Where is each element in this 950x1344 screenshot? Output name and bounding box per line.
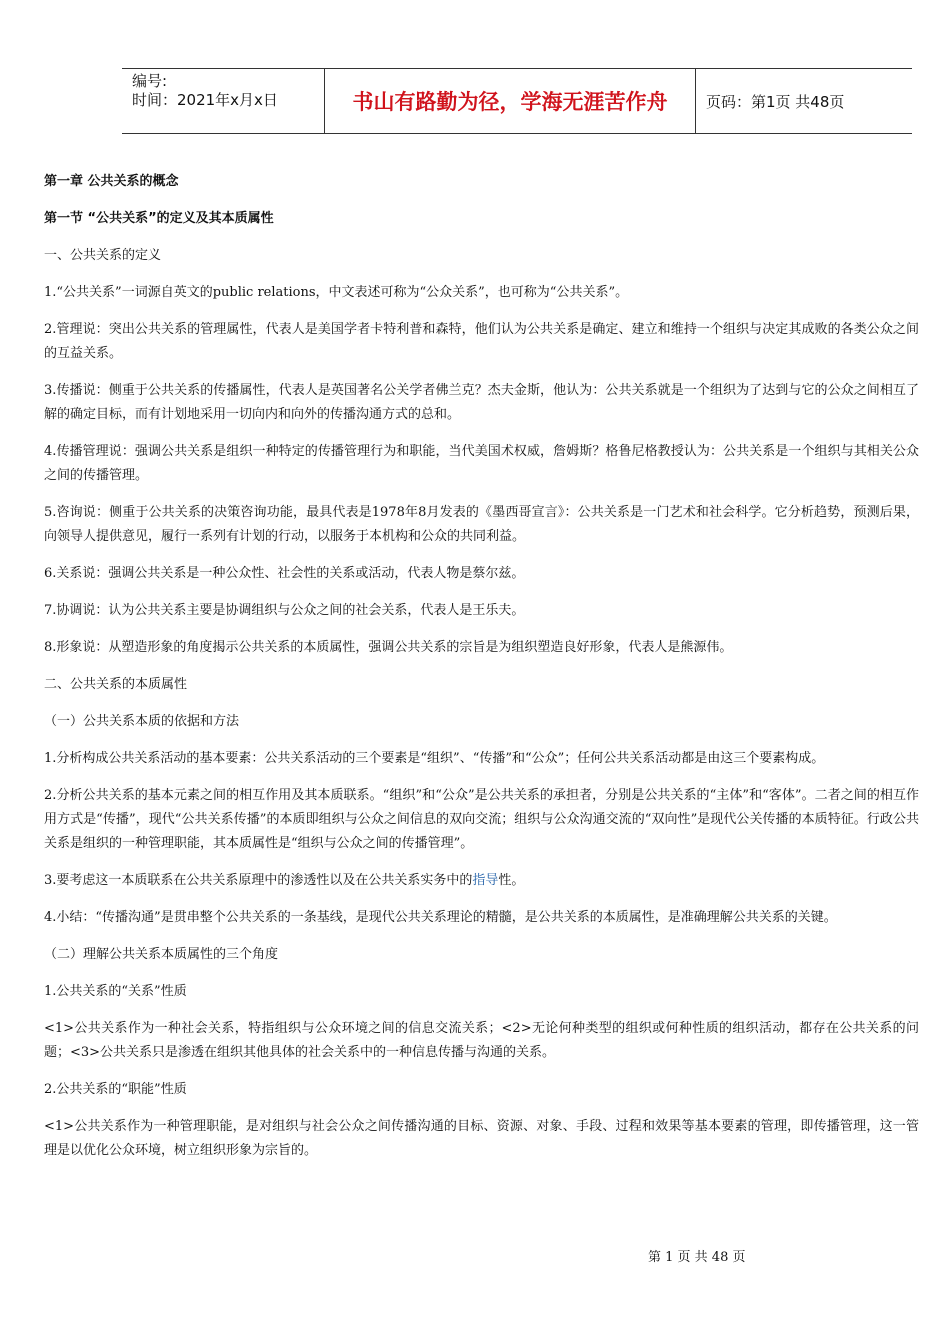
paragraph: [44, 869, 919, 893]
paragraph: 7.协调说：认为公共关系主要是协调组织与公众之间的社会关系，代表人是王乐夫。: [44, 603, 525, 618]
paragraph: 2.公共关系的“职能”性质: [44, 1082, 187, 1097]
paragraph: <1>公共关系作为一种管理职能，是对组织与社会公众之间传播沟通的目标、资源、对象、手段、过程和效果等基本要素的管理，即传播管理，这一管理是以优化公众环境，树立组织形象为宗旨的。: [44, 1119, 919, 1158]
text-run: 3.要考虑这一本质联系在公共关系原理中的渗透性以及在公共关系实务中的: [44, 873, 473, 888]
paragraph: 4.传播管理说：强调公共关系是组织一种特定的传播管理行为和职能，当代美国术权威，詹姆斯？格鲁尼格教授认为：公共关系是一个组织与其相关公众之间的传播管理。: [44, 444, 919, 483]
document-body: [44, 170, 919, 1176]
paragraph: 1.“公共关系”一词源自英文的public relations，中文表述可称为“公众关系”，也可称为“公共关系”。: [44, 285, 629, 300]
section-title: 第一节 “公共关系”的定义及其本质属性: [44, 211, 274, 226]
paragraph: 2.分析公共关系的基本元素之间的相互作用及其本质联系。“组织”和“公众”是公共关系的承担者，分别是公共关系的“主体”和“客体”。二者之间的相互作用方式是“传播”，现代“公共关系传播”的本质即组织与公众之间信息的双向交流；组织与公众沟通交流的“双向性”是现代公关传播的本质特征。行政公共关系是组织的一种管理职能，其本质属性是“组织与公众之间的传播管理”。: [44, 788, 919, 851]
paragraph: 3.传播说：侧重于公共关系的传播属性，代表人是英国著名公关学者佛兰克？杰夫金斯，他认为：公共关系就是一个组织为了达到与它的公众之间相互了解的确定目标，而有计划地采用一切向内和向外的传播沟通方式的总和。: [44, 383, 919, 422]
page-footer: 第 1 页 共 48 页: [648, 1250, 746, 1265]
header-motto: 书山有路勤为径，学海无涯苦作舟: [324, 69, 696, 133]
paragraph: 1.分析构成公共关系活动的基本要素：公共关系活动的三个要素是“组织”、“传播”和“公众”；任何公共关系活动都是由这三个要素构成。: [44, 751, 825, 766]
heading-essence: 二、公共关系的本质属性: [44, 677, 188, 692]
header-meta: [122, 69, 324, 133]
subheading: （一）公共关系本质的依据和方法: [44, 714, 240, 729]
serial-label: 编号:: [132, 72, 168, 90]
header-page-info: 页码：第1页 共48页: [706, 92, 845, 111]
time-label: 时间：2021年x月x日: [132, 91, 278, 109]
paragraph: 5.咨询说：侧重于公共关系的决策咨询功能，最具代表是1978年8月发表的《墨西哥宣言》：公共关系是一门艺术和社会科学。它分析趋势，预测后果，向领导人提供意见，履行一系列有计划的行动，以服务于本机构和公众的共同利益。: [44, 505, 919, 544]
chapter-title: 第一章 公共关系的概念: [44, 174, 179, 189]
document-header: [122, 68, 912, 134]
heading-definition: 一、公共关系的定义: [44, 248, 162, 263]
paragraph: 8.形象说：从塑造形象的角度揭示公共关系的本质属性，强调公共关系的宗旨是为组织塑造良好形象，代表人是熊源伟。: [44, 640, 733, 655]
paragraph: 2.管理说：突出公共关系的管理属性，代表人是美国学者卡特利普和森特，他们认为公共关系是确定、建立和维持一个组织与决定其成败的各类公众之间的互益关系。: [44, 322, 919, 361]
paragraph: <1>公共关系作为一种社会关系，特指组织与公众环境之间的信息交流关系；<2>无论何种类型的组织或何种性质的组织活动，都存在公共关系的问题；<3>公共关系只是渗透在组织其他具体的社会关系中的一种信息传播与沟通的关系。: [44, 1021, 919, 1060]
guidance-link[interactable]: 指导: [472, 873, 499, 888]
subheading: （二）理解公共关系本质属性的三个角度: [44, 947, 279, 962]
paragraph: 4.小结：“传播沟通”是贯串整个公共关系的一条基线，是现代公共关系理论的精髓，是公共关系的本质属性，是准确理解公共关系的关键。: [44, 910, 837, 925]
paragraph: 1.公共关系的“关系”性质: [44, 984, 187, 999]
paragraph: 6.关系说：强调公共关系是一种公众性、社会性的关系或活动，代表人物是蔡尔兹。: [44, 566, 525, 581]
text-run: 性。: [498, 873, 525, 888]
